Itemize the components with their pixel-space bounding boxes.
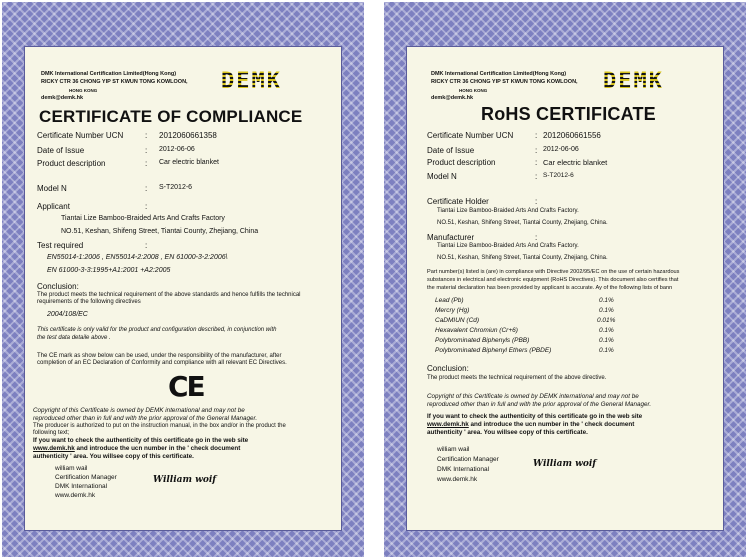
substance-name: Hexavalent Chromiun (Cr+6) bbox=[435, 327, 518, 334]
copyright-2: reproduced other than in full and with the prior approval of the General Manager. bbox=[33, 415, 258, 422]
substance-limit: 0.1% bbox=[599, 347, 614, 354]
check-line-1: If you want to check the authenticity of this certificate go in the web site bbox=[33, 437, 249, 444]
authorized-2: following text; bbox=[33, 430, 70, 436]
check-line-1: If you want to check the authenticity of this certificate go in the web site bbox=[427, 413, 643, 420]
product-label: Product description bbox=[427, 158, 496, 167]
test-label: Test required bbox=[37, 241, 84, 250]
holder-name: Tiantai Lize Bamboo-Braided Arts And Crafts Factory. bbox=[437, 208, 579, 214]
holder-address: NO.51, Keshan, Shifeng Street, Tiantai County, Zhejiang, China. bbox=[437, 220, 608, 226]
substance-limit: 0.01% bbox=[597, 317, 616, 324]
conclusion-text-1: The product meets the technical requirement of the above standards and hence fulfills the technical bbox=[37, 292, 301, 298]
model-value: S-T2012-6 bbox=[543, 172, 574, 179]
holder-sep: : bbox=[535, 197, 538, 206]
holder-label: Certificate Holder bbox=[427, 197, 489, 206]
product-sep: : bbox=[535, 158, 538, 167]
company-address-2: HONG KONG bbox=[69, 88, 98, 93]
model-label: Model N bbox=[37, 184, 67, 193]
test-standards-2: EN 61000-3-3:1995+A1:2001 +A2:2005 bbox=[47, 267, 171, 274]
product-label: Product description bbox=[37, 159, 106, 168]
conclusion-label: Conclusion: bbox=[427, 364, 469, 373]
signer-title: Certification Manager bbox=[437, 456, 499, 463]
parts-text-3: the material declaration has been provided by applicant is accurate. Ay of the following lists of bann bbox=[427, 285, 673, 291]
substance-name: Mercry (Hg) bbox=[435, 307, 470, 314]
model-label: Model N bbox=[427, 172, 457, 181]
ucn-label: Certificate Number UCN bbox=[427, 131, 514, 140]
check-line-2-text: and introduce the ucn number in the ' check document bbox=[74, 445, 241, 452]
company-email: demk@demk.hk bbox=[431, 95, 474, 101]
ce-mark: CE bbox=[168, 370, 204, 403]
signer-company: DMK International bbox=[55, 483, 108, 490]
date-sep: : bbox=[145, 146, 148, 155]
certificate-of-compliance bbox=[2, 2, 364, 557]
date-label: Date of Issue bbox=[427, 146, 475, 155]
product-value: Car electric blanket bbox=[543, 158, 608, 167]
signer-name: william wail bbox=[55, 465, 88, 472]
certificate-title: RoHS CERTIFICATE bbox=[481, 104, 656, 124]
company-email: demk@demk.hk bbox=[41, 95, 84, 101]
product-sep: : bbox=[145, 159, 148, 168]
signature: William woif bbox=[533, 459, 597, 469]
parts-text-2: substances in electrical and electronic equipment (RoHS Directives). This document also certifies that bbox=[427, 277, 679, 283]
substance-limit: 0.1% bbox=[599, 297, 614, 304]
product-value: Car electric blanket bbox=[159, 159, 219, 166]
signer-website: www.demk.hk bbox=[55, 492, 96, 499]
test-sep: : bbox=[145, 241, 148, 250]
manufacturer-name: Tiantai Lize Bamboo-Braided Arts And Crafts Factory. bbox=[437, 243, 579, 249]
certificate-title: CERTIFICATE OF COMPLIANCE bbox=[39, 107, 303, 126]
certificate-body bbox=[24, 46, 342, 531]
date-label: Date of Issue bbox=[37, 146, 85, 155]
date-value: 2012-06-06 bbox=[159, 146, 195, 153]
ucn-value: 2012060661556 bbox=[543, 131, 601, 140]
model-sep: : bbox=[535, 172, 538, 181]
company-address-1: RICKY CTR 36 CHONG YIP ST KWUN TONG KOWLOON, bbox=[431, 79, 578, 85]
signer-company: DMK International bbox=[437, 466, 490, 473]
manufacturer-label: Manufacturer bbox=[427, 233, 475, 242]
validity-text-1: This certificate is only valid for the product and configuration described, in conjunction with bbox=[37, 327, 277, 333]
applicant-sep: : bbox=[145, 202, 148, 211]
applicant-label: Applicant bbox=[37, 202, 70, 211]
parts-text-1: Part number(s) listed is (are) in compliance with Directive 2002/95/EC on the use of certain hazardous bbox=[427, 269, 680, 275]
check-line-3: authenticity ' area. You willsee copy of this certificate. bbox=[427, 429, 588, 436]
validity-text-2: the test data detaile above . bbox=[37, 335, 111, 341]
website-link[interactable]: www.demk.hk bbox=[33, 445, 75, 452]
ucn-value: 2012060661358 bbox=[159, 131, 217, 140]
signer-title: Certification Manager bbox=[55, 474, 117, 481]
signer-website: www.demk.hk bbox=[437, 476, 478, 483]
ce-notice-2: completion of an EC Declaration of Conformity and compliance with all relevant EC Directives. bbox=[37, 360, 287, 366]
ucn-sep: : bbox=[535, 131, 538, 140]
substance-name: CaDMIUN (Cd) bbox=[435, 317, 480, 324]
conclusion-text: The product meets the technical requirement of the above directive. bbox=[427, 375, 607, 381]
date-value: 2012-06-06 bbox=[543, 146, 579, 153]
manufacturer-address: NO.51, Keshan, Shifeng Street, Tiantai County, Zhejiang, China. bbox=[437, 255, 608, 261]
substance-limit: 0.1% bbox=[599, 327, 614, 334]
check-line-2 bbox=[427, 421, 634, 428]
model-sep: : bbox=[145, 184, 148, 193]
company-address-2: HONG KONG bbox=[459, 88, 488, 93]
copyright-1: Copyright of this Certificate is owned by DEMK international and may not be bbox=[33, 407, 245, 414]
conclusion-label: Conclusion: bbox=[37, 282, 79, 291]
substance-name: Polybrominated Biphenyls (PBB) bbox=[435, 337, 530, 344]
substance-limit: 0.1% bbox=[599, 337, 614, 344]
manufacturer-sep: : bbox=[535, 233, 538, 242]
check-line-2-text: and introduce the ucn number in the ' check document bbox=[468, 421, 635, 428]
certificate-body bbox=[406, 46, 724, 531]
copyright-2: reproduced other than in full and with the prior approval of the General Manager. bbox=[427, 401, 652, 408]
demk-logo: DEMK bbox=[603, 69, 664, 94]
ce-notice-1: The CE mark as show below can be used, under the responsibility of the manufacturer, after bbox=[37, 353, 282, 359]
check-line-3: authenticity ' area. You willsee copy of this certificate. bbox=[33, 453, 194, 460]
test-standards-1: EN55014-1:2006 , EN55014-2:2008 , EN 61000-3-2:2006\ bbox=[47, 254, 228, 261]
model-value: S-T2012-6 bbox=[159, 184, 193, 191]
authorized-1: The producer is authorized to put on the instruction manual, in the box and/or in the product the bbox=[33, 423, 286, 429]
company-name: DMK International Certification Limited(Hong Kong) bbox=[431, 71, 567, 77]
copyright-1: Copyright of this Certificate is owned by DEMK international and may not be bbox=[427, 393, 639, 400]
conclusion-text-2: requirements of the following directives bbox=[37, 299, 141, 305]
applicant-name: Tiantai Lize Bamboo-Braided Arts And Crafts Factory bbox=[61, 215, 225, 222]
rohs-certificate bbox=[384, 2, 746, 557]
website-link[interactable]: www.demk.hk bbox=[427, 421, 469, 428]
company-name: DMK International Certification Limited(Hong Kong) bbox=[41, 71, 177, 77]
signer-name: william wail bbox=[437, 446, 470, 453]
substance-name: Lead (Pb) bbox=[435, 297, 464, 304]
substance-limit: 0.1% bbox=[599, 307, 614, 314]
company-address-1: RICKY CTR 36 CHONG YIP ST KWUN TONG KOWLOON, bbox=[41, 79, 188, 85]
ucn-sep: : bbox=[145, 131, 148, 140]
ucn-label: Certificate Number UCN bbox=[37, 131, 124, 140]
demk-logo: DEMK bbox=[221, 69, 282, 94]
substance-name: Polybrominated Biphenyl Ethers (PBDE) bbox=[435, 347, 552, 354]
signature: William woif bbox=[153, 475, 217, 485]
applicant-address: NO.51, Keshan, Shifeng Street, Tiantai County, Zhejiang, China bbox=[61, 228, 259, 235]
check-line-2 bbox=[33, 445, 240, 452]
directive: 2004/108/EC bbox=[47, 311, 88, 318]
date-sep: : bbox=[535, 146, 538, 155]
